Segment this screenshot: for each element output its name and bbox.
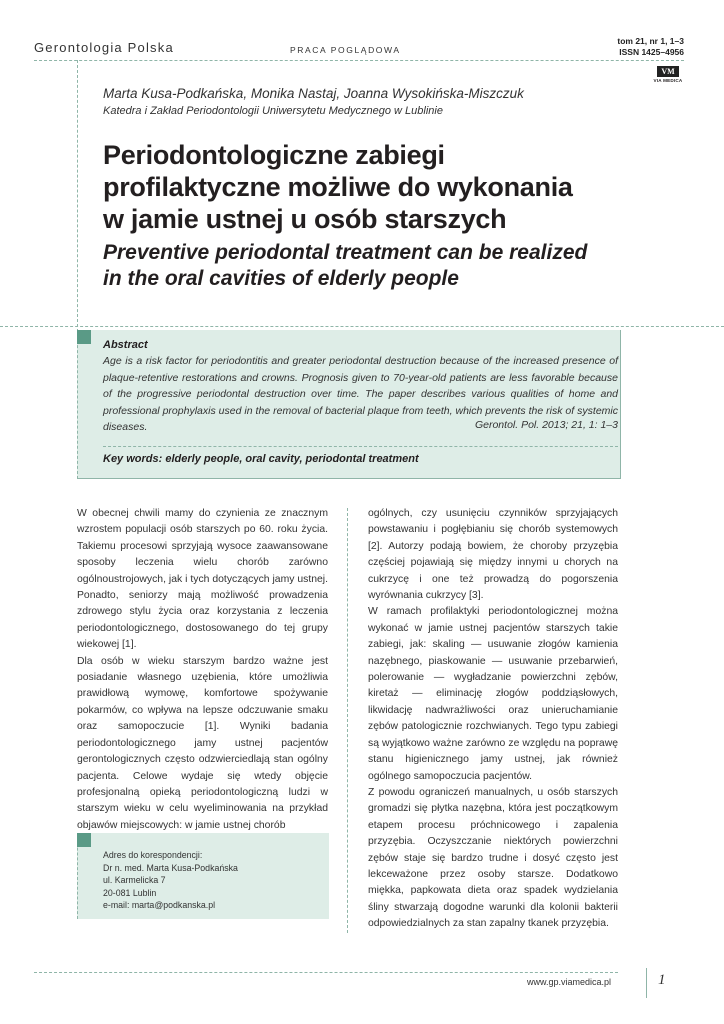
title-line: w jamie ustnej u osób starszych — [103, 204, 507, 234]
body-paragraph: Dla osób w wieku starszym bardzo ważne jest posiadanie własnego uzębienia, które umożliwia prawidłową wymowę, komfortowe spożywanie pokarmów, co wpływa na lepsze odczuwanie smaku oraz samopoczucie [1]. Wyniki badania periodontologicznego jamy ustnej pacjentów gerontologicznych często odzwierciedlają stan ogólny pacjenta. Celowe wydaje się wtedy objęcie profesjonalną opieką periodontologiczną ludzi w starszym wieku w celu wyeliminowania na przykład objawów miejscowych: w jamie ustnej chorób — [77, 655, 328, 831]
abstract-marker — [77, 330, 91, 344]
footer-divider — [34, 972, 618, 973]
keywords: Key words: elderly people, oral cavity, periodontal treatment — [103, 453, 419, 465]
correspondence-address — [103, 849, 238, 912]
journal-name: Gerontologia Polska — [34, 40, 174, 55]
body-paragraph: W obecnej chwili mamy do czynienia ze znacznym wzrostem populacji osób starszych po 60. roku życia. Takiemu procesowi sprzyjają wysoce zaawansowane sposoby leczenia wielu chorób zarówno ogólnoustrojowych, jak i tych dotyczących jamy ustnej. Ponadto, seniorzy mają możliwość prowadzenia zdrowego stylu życia oraz korzystania z leczenia periodontologicznego, dostosowanego do tej grupy wiekowej [1]. — [77, 508, 328, 651]
journal-url[interactable]: www.gp.viamedica.pl — [527, 977, 612, 987]
keywords-divider — [103, 446, 618, 447]
volume-line: tom 21, nr 1, 1–3 — [617, 36, 684, 46]
article-type: PRACA POGLĄDOWA — [290, 45, 401, 55]
column-divider — [347, 508, 348, 933]
title-line: Periodontologiczne zabiegi — [103, 140, 445, 170]
left-margin-rule — [77, 60, 78, 332]
body-paragraph: W ramach profilaktyki periodontologicznej można wykonać w jamie ustnej pacjentów starszych takie zabiegi, jak: skaling — usuwanie złogów kamienia nazębnego, piaskowanie — usuwanie przebarwień, polerowanie — wygładzanie powierzchni zębów, kiretaż — eliminację złogów poddziąsłowych, likwidację nadwrażliwości oraz unieruchamianie zębów patologicznie rozchwianych. Tego typu zabiegi są wyjątkowo ważne zarówno ze względu na poprawę stanu higienicznego jamy ustnej, jak również ogólnego samopoczucia pacjentów. — [368, 606, 618, 782]
subtitle-line: Preventive periodontal treatment can be realized — [103, 241, 588, 264]
body-paragraph: Z powodu ograniczeń manualnych, u osób starszych gromadzi się płytka nazębna, która jest początkowym etapem procesu próchnicowego i zapalenia przyzębia. Oczyszczanie niektórych powierzchni zębów staje się bardzo trudne i dosyć często jest lekceważone przez osoby starsze. Dodatkowo miękka, papkowata dieta oraz spadek wydzielania śliny stwarzają dogodne warunki dla kolonii bakterii odpowiedzialnych za stan zapalny tkanek przyzębia. — [368, 786, 618, 930]
address-line: ul. Karmelicka 7 — [103, 875, 166, 885]
logo-mark: VM — [657, 66, 679, 77]
affiliation: Katedra i Zakład Periodontologii Uniwersytetu Medycznego w Lublinie — [103, 105, 443, 117]
authors: Marta Kusa-Podkańska, Monika Nastaj, Joanna Wysokińska-Miszczuk — [103, 86, 524, 101]
body-column-left — [77, 506, 328, 834]
logo-text: VIA MEDICA — [653, 78, 683, 83]
article-title — [103, 139, 663, 235]
subtitle-line: in the oral cavities of elderly people — [103, 267, 459, 290]
correspondence-marker — [77, 833, 91, 847]
citation: Gerontol. Pol. 2013; 21, 1: 1–3 — [474, 419, 618, 431]
address-line: 20-081 Lublin — [103, 887, 157, 898]
email-line: e-mail: marta@podkanska.pl — [103, 900, 216, 910]
abstract-text: Age is a risk factor for periodontitis and greater periodontal destruction because of the increased presence of plaque-retentive restorations and crowns. Prognosis given to 70-year-old patients are less favorable because of the progressive periodontal destruction over time. The paper describes various qualities of home and professional prophylaxis used in the removal of bacterial plaque from teeth, which prevents the risk of systemic diseases. — [103, 355, 618, 434]
article-subtitle — [103, 240, 663, 292]
abstract-heading: Abstract — [103, 339, 148, 351]
footer-rule — [646, 968, 647, 998]
publisher-logo — [652, 66, 684, 83]
address-line: Adres do korespondencji: — [103, 850, 203, 860]
body-column-right — [368, 506, 618, 933]
section-divider — [0, 326, 724, 327]
title-line: profilaktyczne możliwe do wykonania — [103, 172, 573, 202]
address-line: Dr n. med. Marta Kusa-Podkańska — [103, 862, 238, 873]
page-number: 1 — [658, 972, 666, 988]
issn-line: ISSN 1425–4956 — [619, 47, 684, 57]
body-paragraph: ogólnych, czy usunięciu czynników sprzyjających powstawaniu i pogłębianiu się chorób systemowych [2]. Autorzy podają bowiem, że choroby przyzębia częściej pojawiają się między innymi u chorych na cukrzycę i one też prowadzą do pogorszenia wyrównania cukrzycy [3]. — [368, 508, 618, 602]
volume-info — [617, 36, 684, 58]
header-divider — [34, 60, 684, 61]
